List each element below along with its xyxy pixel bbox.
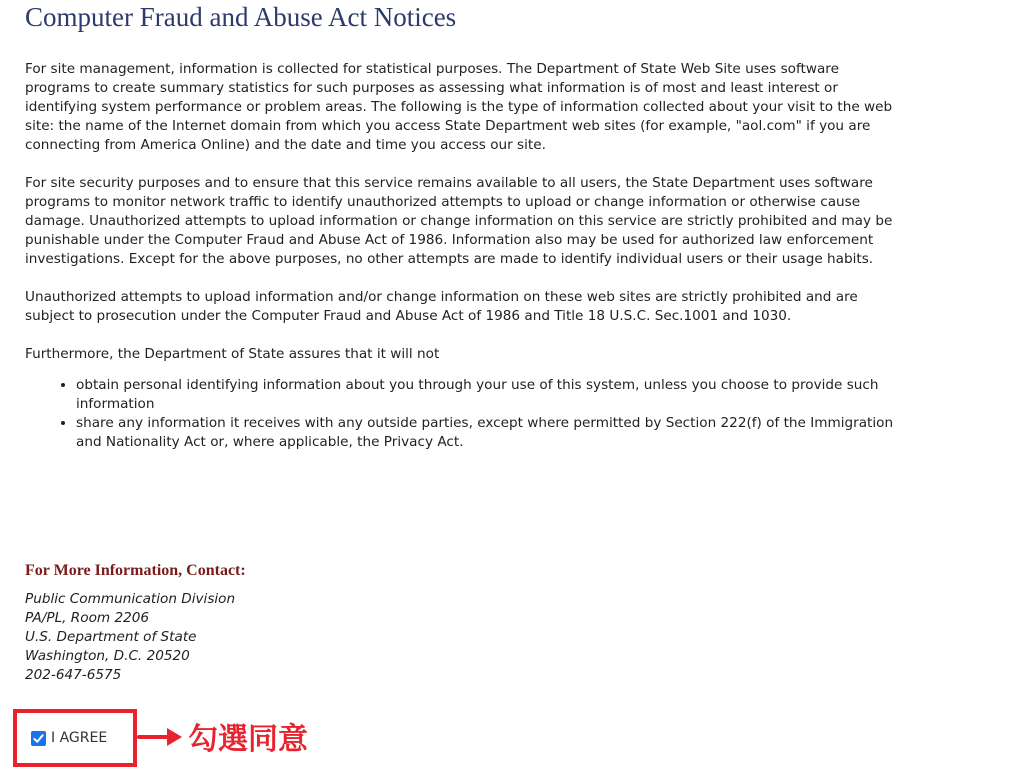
contact-heading: For More Information, Contact: bbox=[25, 562, 246, 579]
contact-division: Public Communication Division bbox=[25, 591, 236, 607]
arrow-right-icon bbox=[137, 726, 183, 748]
page-title: Computer Fraud and Abuse Act Notices bbox=[25, 2, 457, 32]
notice-paragraph-assurance: Furthermore, the Department of State assures that it will not bbox=[25, 346, 440, 362]
assurance-list bbox=[25, 376, 905, 452]
notice-content bbox=[25, 60, 905, 452]
annotation-check-agree: 勾選同意 bbox=[188, 722, 308, 757]
agree-checkbox-label[interactable] bbox=[31, 730, 107, 746]
notice-paragraph-prosecution: Unauthorized attempts to upload information and/or change information on these web sites are strictly prohibited and are subject to prosecution under the Computer Fraud and Abuse Act of 1986 and Title 18 U.S.C. Sec.1001 and 1030. bbox=[25, 289, 858, 324]
contact-department: U.S. Department of State bbox=[25, 629, 197, 645]
agree-highlight-box bbox=[13, 709, 137, 767]
contact-phone: 202-647-6575 bbox=[25, 667, 122, 683]
contact-address bbox=[25, 590, 235, 685]
agree-checkbox[interactable] bbox=[31, 731, 46, 746]
agree-label[interactable]: I AGREE bbox=[51, 730, 108, 746]
contact-room: PA/PL, Room 2206 bbox=[25, 610, 150, 626]
list-item: • share any information it receives with any outside parties, except where permitted by Section 222(f) of the Immigration and Nationality Act or, where applicable, the Privacy Act. bbox=[76, 414, 905, 452]
notice-paragraph-statistics: For site management, information is collected for statistical purposes. The Department of State Web Site uses software programs to create summary statistics for such purposes as assessing what information is of most and least interest or identifying system performance or problem areas. The following is the type of information collected about your visit to the web site: the name of the Internet domain from which you access State Department web sites (for example, "aol.com" if you are connecting from America Online) and the date and time you access our site. bbox=[25, 61, 893, 153]
contact-city: Washington, D.C. 20520 bbox=[25, 648, 190, 664]
list-item: • obtain personal identifying information about you through your use of this system, unless you choose to provide such information bbox=[76, 376, 905, 414]
checkmark-icon bbox=[33, 733, 44, 744]
notice-paragraph-security: For site security purposes and to ensure that this service remains available to all users, the State Department uses software programs to monitor network traffic to identify unauthorized attempts to upload or change information or otherwise cause damage. Unauthorized attempts to upload information or change information on this service are strictly prohibited and may be punishable under the Computer Fraud and Abuse Act of 1986. Information also may be used for authorized law enforcement investigations. Except for the above purposes, no other attempts are made to identify individual users or their usage habits. bbox=[25, 175, 893, 267]
